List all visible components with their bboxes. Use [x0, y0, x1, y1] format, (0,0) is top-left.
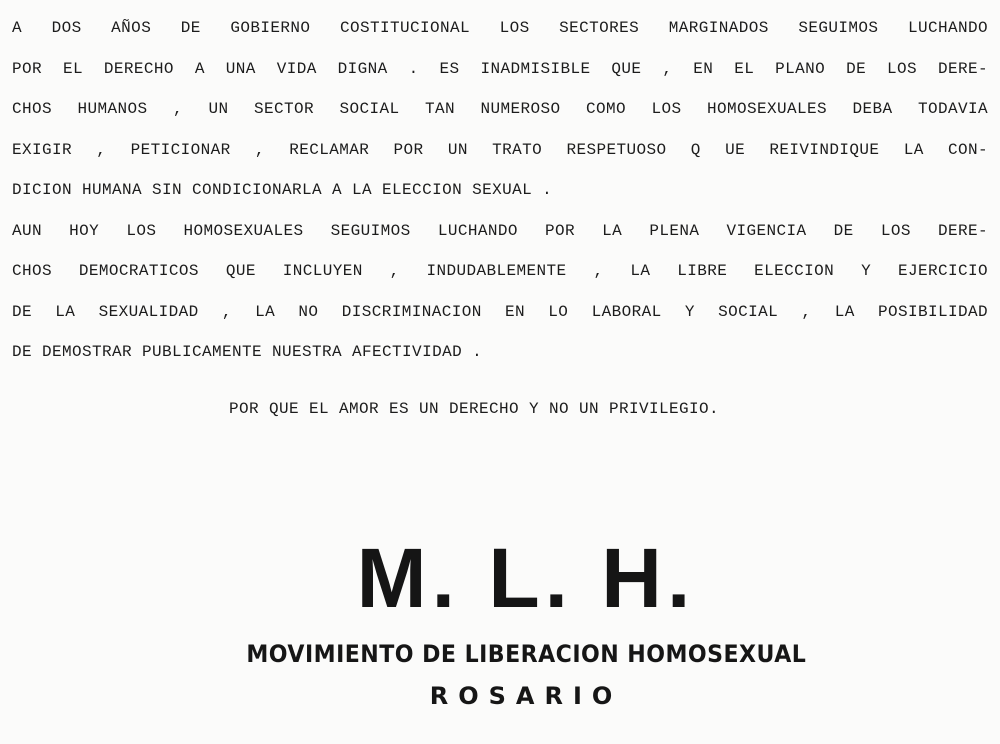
- body-line: DICION HUMANA SIN CONDICIONARLA A LA ELECCION SEXUAL .: [12, 181, 553, 199]
- body-line: POR EL DERECHO A UNA VIDA DIGNA . ES INADMISIBLE QUE , EN EL PLANO DE LOS DERE-: [12, 59, 988, 78]
- mlh-logo: [0, 530, 1000, 626]
- manifesto-body: [12, 8, 988, 373]
- body-line: EXIGIR , PETICIONAR , RECLAMAR POR UN TRATO RESPETUOSO Q UE REIVINDIQUE LA CON-: [12, 140, 988, 159]
- organization-name-text: MOVIMIENTO DE LIBERACION HOMOSEXUAL: [246, 640, 806, 668]
- body-line: CHOS DEMOCRATICOS QUE INCLUYEN , INDUDABLEMENTE , LA LIBRE ELECCION Y EJERCICIO: [12, 262, 988, 280]
- body-line: CHOS HUMANOS , UN SECTOR SOCIAL TAN NUMEROSO COMO LOS HOMOSEXUALES DEBA TODAVIA: [12, 100, 988, 118]
- city-name: [0, 678, 1000, 714]
- organization-name: [0, 636, 1000, 672]
- body-line: DE LA SEXUALIDAD , LA NO DISCRIMINACION EN LO LABORAL Y SOCIAL , LA POSIBILIDAD: [12, 302, 988, 321]
- body-line: A DOS AÑOS DE GOBIERNO COSTITUCIONAL LOS SECTORES MARGINADOS SEGUIMOS LUCHANDO: [12, 19, 988, 37]
- slogan-line: [0, 392, 1000, 426]
- body-line: DE DEMOSTRAR PUBLICAMENTE NUESTRA AFECTIVIDAD .: [12, 343, 483, 361]
- body-line: AUN HOY LOS HOMOSEXUALES SEGUIMOS LUCHANDO POR LA PLENA VIGENCIA DE LOS DERE-: [12, 221, 988, 240]
- logo-text: M. L. H.: [356, 531, 696, 625]
- city-text: ROSARIO: [429, 682, 623, 710]
- slogan-text: POR QUE EL AMOR ES UN DERECHO Y NO UN PRIVILEGIO.: [228, 400, 720, 418]
